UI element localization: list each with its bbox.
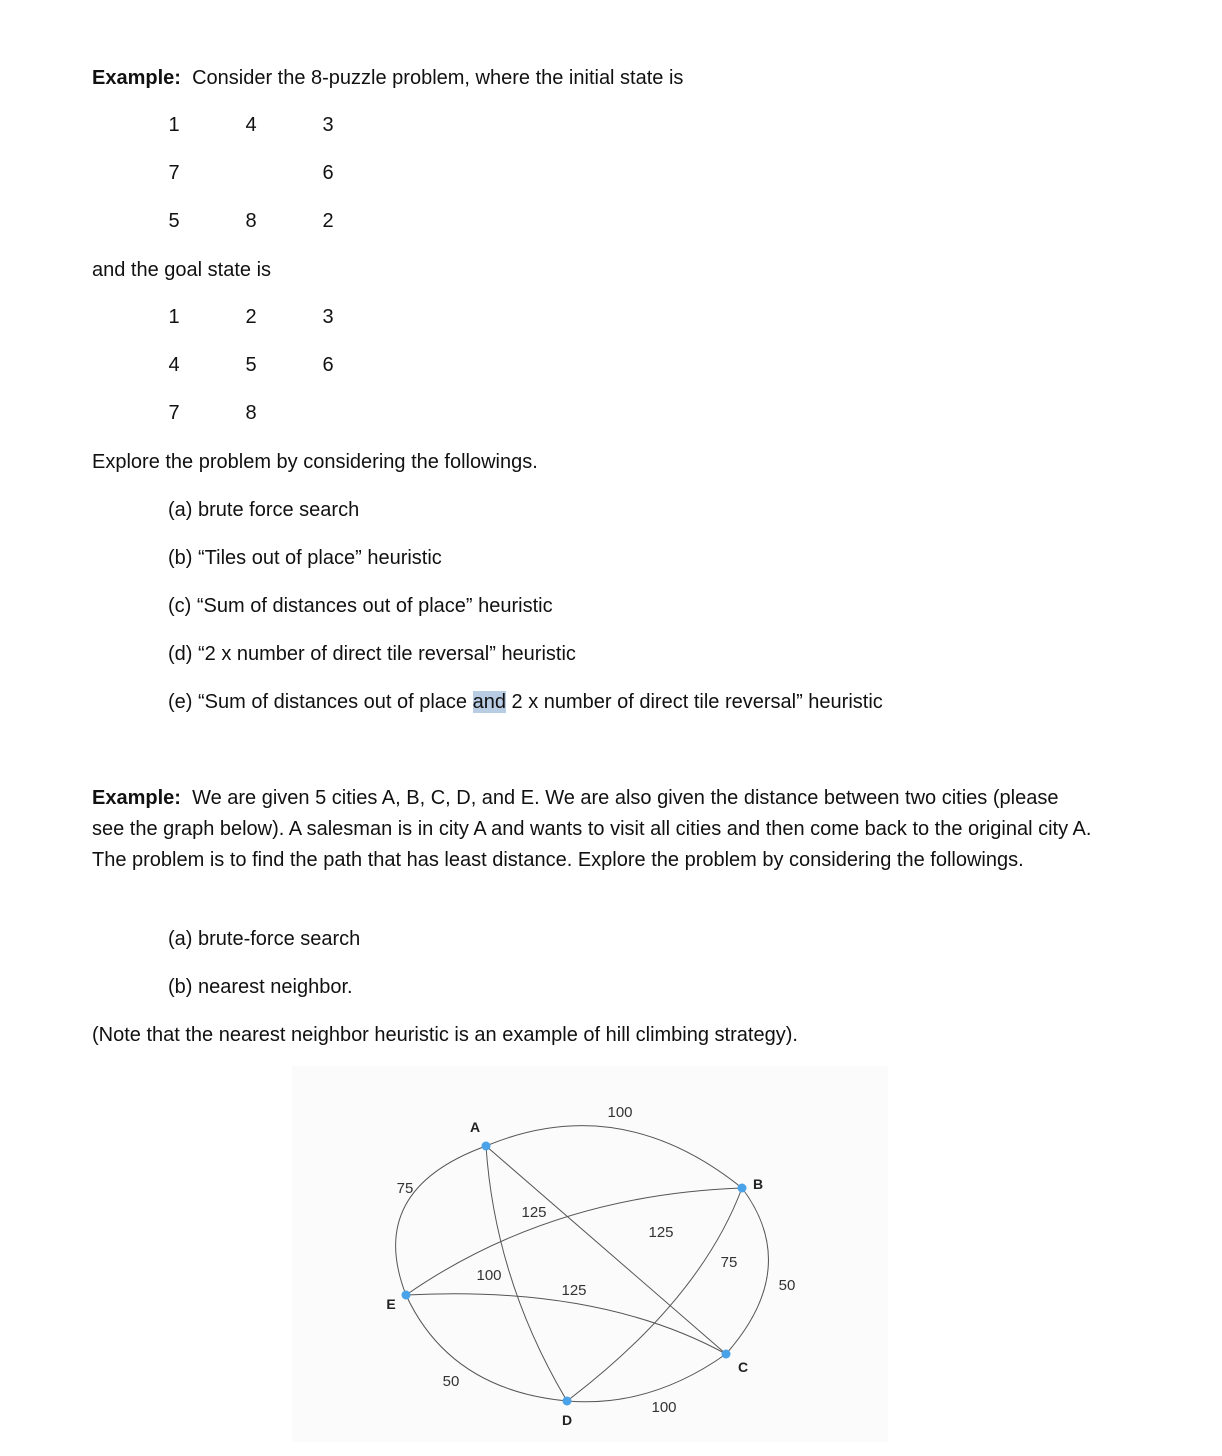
list-item: (b) “Tiles out of place” heuristic — [168, 547, 442, 569]
list-item: (a) brute force search — [168, 499, 360, 521]
grid-cell: 2 — [245, 306, 257, 328]
edge-weight-label: 100 — [607, 1104, 633, 1121]
node-label: A — [469, 1119, 481, 1135]
item-e-before: (e) “Sum of distances out of place — [168, 691, 473, 713]
example2-text: We are given 5 cities A, B, C, D, and E. We are also given the distance between two cities (please see the graph below). A salesman is in city A and wants to visit all cities and then come back to the original city A. The problem is to find the path that has least distance. Explore the problem by considering the followings. — [92, 787, 1092, 871]
goal-intro: and the goal state is — [92, 259, 272, 281]
edge-weight-label: 125 — [648, 1224, 674, 1241]
explore-text: Explore the problem by considering the followings. — [92, 451, 538, 473]
node-e — [402, 1291, 411, 1300]
edge-weight-label: 75 — [396, 1180, 414, 1197]
edge-weight-label: 50 — [442, 1373, 460, 1390]
list-item: (a) brute-force search — [168, 928, 361, 950]
edge-weight-label: 100 — [651, 1399, 677, 1416]
edge-weight-label: 75 — [720, 1254, 738, 1271]
edge-weight-label: 125 — [561, 1282, 587, 1299]
node-c — [722, 1350, 731, 1359]
example-label: Example: — [92, 787, 181, 809]
highlighted-text[interactable]: and — [472, 691, 506, 713]
item-e-after: 2 x number of direct tile reversal” heuristic — [505, 691, 883, 713]
list-item — [168, 690, 883, 714]
grid-cell: 4 — [168, 354, 180, 376]
grid-cell: 5 — [245, 354, 257, 376]
grid-cell: 7 — [168, 402, 180, 424]
list-item: (c) “Sum of distances out of place” heuristic — [168, 595, 553, 617]
example1-heading — [92, 66, 683, 90]
grid-cell: 4 — [245, 114, 257, 136]
edge-weight-label: 50 — [778, 1277, 796, 1294]
grid-cell: 5 — [168, 210, 180, 232]
tsp-graph — [292, 1066, 888, 1442]
grid-cell: 6 — [322, 162, 334, 184]
graph-background — [292, 1066, 888, 1442]
grid-cell: 1 — [168, 306, 180, 328]
node-label: B — [752, 1176, 764, 1192]
example-label: Example: — [92, 67, 181, 89]
node-label: D — [561, 1412, 573, 1428]
edge-weight-label: 125 — [521, 1204, 547, 1221]
note-text: (Note that the nearest neighbor heuristic is an example of hill climbing strategy). — [92, 1024, 798, 1046]
grid-cell: 1 — [168, 114, 180, 136]
node-a — [482, 1142, 491, 1151]
node-label: C — [737, 1359, 749, 1375]
grid-cell: 7 — [168, 162, 180, 184]
grid-cell: 8 — [245, 210, 257, 232]
grid-cell: 3 — [322, 114, 334, 136]
grid-cell: 2 — [322, 210, 334, 232]
node-d — [563, 1397, 572, 1406]
edge-weight-label: 100 — [476, 1267, 502, 1284]
example2-paragraph — [92, 783, 1092, 876]
grid-cell: 6 — [322, 354, 334, 376]
grid-cell: 3 — [322, 306, 334, 328]
node-b — [738, 1184, 747, 1193]
list-item: (d) “2 x number of direct tile reversal” heuristic — [168, 643, 576, 665]
example1-intro: Consider the 8-puzzle problem, where the initial state is — [192, 67, 684, 89]
node-label: E — [386, 1296, 396, 1312]
grid-cell: 8 — [245, 402, 257, 424]
list-item: (b) nearest neighbor. — [168, 976, 353, 998]
